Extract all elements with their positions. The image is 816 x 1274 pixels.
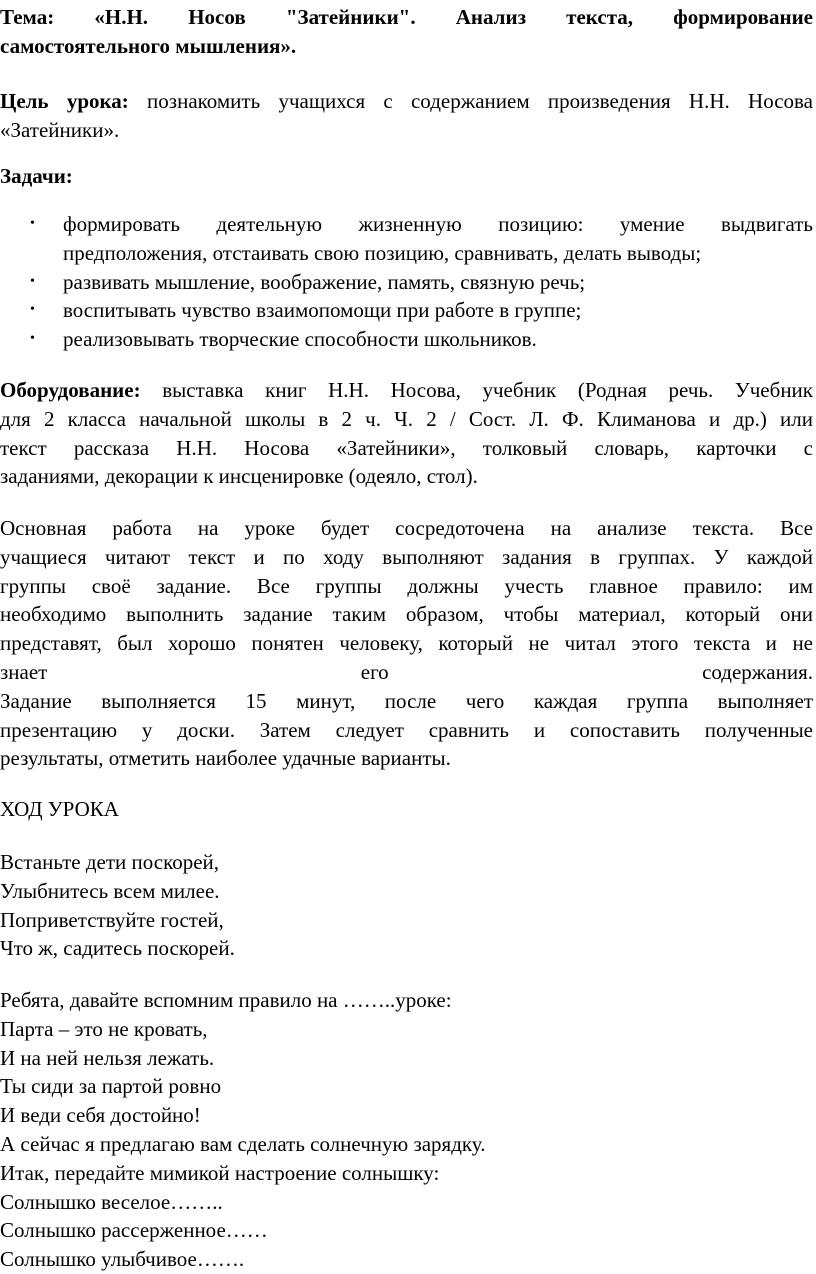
poem-line: Поприветствуйте гостей, <box>0 907 224 932</box>
task-1-line-2: предположения, отстаивать свою позицию, сравнивать, делать выводы; <box>63 240 702 265</box>
equipment-line-1 <box>0 376 813 405</box>
goal-label: Цель урока: <box>0 89 129 113</box>
rules-line: И на ней нельзя лежать. <box>0 1045 215 1070</box>
task-4-text: реализовывать творческие способности школьников. <box>63 327 537 352</box>
topic-title-part-1: «Н.Н. Носов "Затейники". Анализ текста, формирование <box>94 5 814 29</box>
tasks-heading: Задачи: <box>0 164 73 188</box>
list-item <box>0 268 813 297</box>
goal-line-1 <box>0 87 813 116</box>
rules-line: Парта – это не кровать, <box>0 1016 208 1041</box>
equipment-label: Оборудование: <box>0 378 141 402</box>
rules-line: Итак, передайте мимикой настроение солнышку: <box>0 1160 440 1185</box>
equipment-line-4: заданиями, декорации к инсценировке (одеяло, стол). <box>0 464 478 489</box>
bullet-icon: • <box>30 302 35 318</box>
topic-label: Тема: <box>0 5 55 29</box>
rules-line: Солнышко рассерженное…… <box>0 1218 268 1243</box>
topic-line-1 <box>0 3 813 32</box>
goal-line-2: «Затейники». <box>0 117 120 142</box>
main-work-line-8: презентацию у доски. Затем следует сравнить и сопоставить полученные <box>0 717 813 742</box>
main-work-line-6 <box>0 658 813 687</box>
bullet-icon: • <box>30 273 35 289</box>
poem-line: Что ж, садитесь поскорей. <box>0 936 235 961</box>
list-item <box>0 325 813 354</box>
task-2-text: развивать мышление, воображение, память, связную речь; <box>63 269 586 294</box>
goal-text-part-1: познакомить учащихся с содержанием произведения Н.Н. Носова <box>128 89 813 113</box>
equipment-line-3: текст рассказа Н.Н. Носова «Затейники», толковый словарь, карточки с <box>0 435 813 460</box>
greeting-poem <box>0 848 813 963</box>
main-work-line-3: группы своё задание. Все группы должны учесть главное правило: им <box>0 573 813 598</box>
rules-line: Солнышко веселое…….. <box>0 1189 223 1214</box>
main-work-line-9: результаты, отметить наиболее удачные варианты. <box>0 746 451 771</box>
bullet-icon: • <box>30 331 35 347</box>
main-work-line-4: необходимо выполнить задание таким образом, чтобы материал, который они <box>0 602 813 627</box>
bullet-icon: • <box>30 216 35 231</box>
rules-line: И веди себя достойно! <box>0 1103 201 1128</box>
rules-line: Солнышко улыбчивое……. <box>0 1247 245 1272</box>
rules-line: А сейчас я предлагаю вам сделать солнечную зарядку. <box>0 1131 486 1156</box>
list-item <box>0 210 813 268</box>
rules-line: Ты сиди за партой ровно <box>0 1074 222 1099</box>
lesson-heading: ХОД УРОКА <box>0 797 119 821</box>
main-work-line-7: Задание выполняется 15 минут, после чего каждая группа выполняет <box>0 688 813 713</box>
task-1-line-1: формировать деятельную жизненную позицию: умение выдвигать <box>63 212 813 236</box>
task-3-text: воспитывать чувство взаимопомощи при работе в группе; <box>63 298 582 323</box>
main-work-line-1: Основная работа на уроке будет сосредоточена на анализе текста. Все <box>0 516 813 540</box>
main-work-paragraph <box>0 514 813 773</box>
tasks-list <box>0 210 813 354</box>
list-item <box>0 296 813 325</box>
topic-paragraph <box>0 3 813 61</box>
rules-line: Ребята, давайте вспомним правило на ……..уроке: <box>0 988 452 1012</box>
equipment-paragraph <box>0 376 813 491</box>
topic-line-2: самостоятельного мышления». <box>0 33 297 58</box>
spread-word-1: знает <box>0 659 48 684</box>
poem-line: Улыбнитесь всем милее. <box>0 878 220 903</box>
spread-word-2: его <box>360 659 389 684</box>
main-work-line-2: учащиеся читают текст и по ходу выполняют задания в группах. У каждой <box>0 544 813 569</box>
rules-section <box>0 986 813 1274</box>
spread-word-3: содержания. <box>702 659 813 684</box>
main-work-line-5: представят, был хорошо понятен человеку, который не читал этого текста и не <box>0 631 813 656</box>
equipment-text-1: выставка книг Н.Н. Носова, учебник (Родная речь. Учебник <box>140 378 813 402</box>
equipment-line-2: для 2 класса начальной школы в 2 ч. Ч. 2 / Сост. Л. Ф. Климанова и др.) или <box>0 406 813 431</box>
poem-line: Встаньте дети поскорей, <box>0 850 220 874</box>
goal-paragraph <box>0 87 813 145</box>
